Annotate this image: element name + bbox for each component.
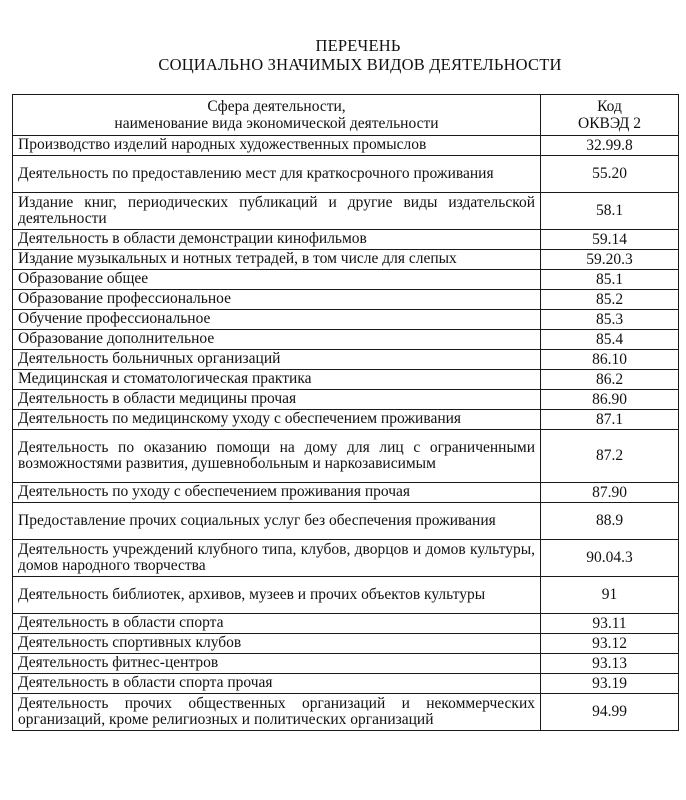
table-header-row <box>13 95 679 136</box>
activity-name: Деятельность в области спорта <box>13 614 541 634</box>
okved-code: 32.99.8 <box>541 136 679 156</box>
okved-code: 58.1 <box>541 193 679 230</box>
table-row <box>13 694 679 731</box>
table-row <box>13 410 679 430</box>
okved-code: 85.1 <box>541 270 679 290</box>
activity-name: Деятельность в области спорта прочая <box>13 674 541 694</box>
okved-code: 87.2 <box>541 430 679 483</box>
header-code-line-2: ОКВЭД 2 <box>578 115 641 132</box>
table-row <box>13 330 679 350</box>
okved-code: 55.20 <box>541 156 679 193</box>
table-row <box>13 654 679 674</box>
activity-name: Образование дополнительное <box>13 330 541 350</box>
activity-name: Издание музыкальных и нотных тетрадей, в том числе для слепых <box>13 250 541 270</box>
activity-name: Деятельность по медицинскому уходу с обеспечением проживания <box>13 410 541 430</box>
activity-name: Деятельность по уходу с обеспечением проживания прочая <box>13 483 541 503</box>
table-row <box>13 503 679 540</box>
document-title <box>0 36 686 74</box>
title-line-1: ПЕРЕЧЕНЬ <box>315 36 401 55</box>
table-row <box>13 577 679 614</box>
header-code-cell <box>541 95 679 136</box>
table-row <box>13 270 679 290</box>
activity-name: Обучение профессиональное <box>13 310 541 330</box>
table-row <box>13 614 679 634</box>
header-name-line-2: наименование вида экономической деятельности <box>114 115 439 132</box>
table-row <box>13 350 679 370</box>
header-code-line-1: Код <box>597 98 622 115</box>
okved-code: 85.4 <box>541 330 679 350</box>
activity-name: Деятельность по оказанию помощи на дому для лиц с ограниченными возможностями развития, душевнобольным и наркозависимым <box>13 430 541 483</box>
table-row <box>13 310 679 330</box>
okved-code: 87.1 <box>541 410 679 430</box>
activity-name: Деятельность в области медицины прочая <box>13 390 541 410</box>
title-line-2: СОЦИАЛЬНО ЗНАЧИМЫХ ВИДОВ ДЕЯТЕЛЬНОСТИ <box>158 55 562 74</box>
header-name-cell <box>13 95 541 136</box>
okved-code: 90.04.3 <box>541 540 679 577</box>
table-row <box>13 674 679 694</box>
activity-name: Издание книг, периодических публикаций и другие виды издательской деятельности <box>13 193 541 230</box>
activity-name: Деятельность больничных организаций <box>13 350 541 370</box>
table-row <box>13 250 679 270</box>
activity-name: Деятельность учреждений клубного типа, клубов, дворцов и домов культуры, домов народного творчества <box>13 540 541 577</box>
okved-code: 85.2 <box>541 290 679 310</box>
activity-name: Деятельность спортивных клубов <box>13 634 541 654</box>
activity-name: Производство изделий народных художественных промыслов <box>13 136 541 156</box>
activity-name: Образование профессиональное <box>13 290 541 310</box>
okved-code: 94.99 <box>541 694 679 731</box>
table-row <box>13 193 679 230</box>
okved-code: 86.2 <box>541 370 679 390</box>
table-row <box>13 634 679 654</box>
table-row <box>13 540 679 577</box>
activity-name: Предоставление прочих социальных услуг без обеспечения проживания <box>13 503 541 540</box>
okved-code: 59.14 <box>541 230 679 250</box>
okved-code: 86.10 <box>541 350 679 370</box>
activity-name: Деятельность фитнес-центров <box>13 654 541 674</box>
okved-code: 93.12 <box>541 634 679 654</box>
okved-code: 59.20.3 <box>541 250 679 270</box>
table-row <box>13 290 679 310</box>
activity-name: Деятельность в области демонстрации кинофильмов <box>13 230 541 250</box>
okved-code: 91 <box>541 577 679 614</box>
table-row <box>13 230 679 250</box>
table-row <box>13 156 679 193</box>
activities-table <box>12 94 679 731</box>
activity-name: Деятельность прочих общественных организаций и некоммерческих организаций, кроме религиозных и политических организаций <box>13 694 541 731</box>
activity-name: Деятельность по предоставлению мест для краткосрочного проживания <box>13 156 541 193</box>
okved-code: 93.13 <box>541 654 679 674</box>
okved-code: 86.90 <box>541 390 679 410</box>
okved-code: 88.9 <box>541 503 679 540</box>
table-row <box>13 430 679 483</box>
table-row <box>13 136 679 156</box>
activity-name: Медицинская и стоматологическая практика <box>13 370 541 390</box>
table-row <box>13 483 679 503</box>
table-row <box>13 390 679 410</box>
okved-code: 93.11 <box>541 614 679 634</box>
activity-name: Образование общее <box>13 270 541 290</box>
header-name-line-1: Сфера деятельности, <box>207 98 346 115</box>
okved-code: 93.19 <box>541 674 679 694</box>
activity-name: Деятельность библиотек, архивов, музеев и прочих объектов культуры <box>13 577 541 614</box>
okved-code: 87.90 <box>541 483 679 503</box>
okved-code: 85.3 <box>541 310 679 330</box>
table-row <box>13 370 679 390</box>
